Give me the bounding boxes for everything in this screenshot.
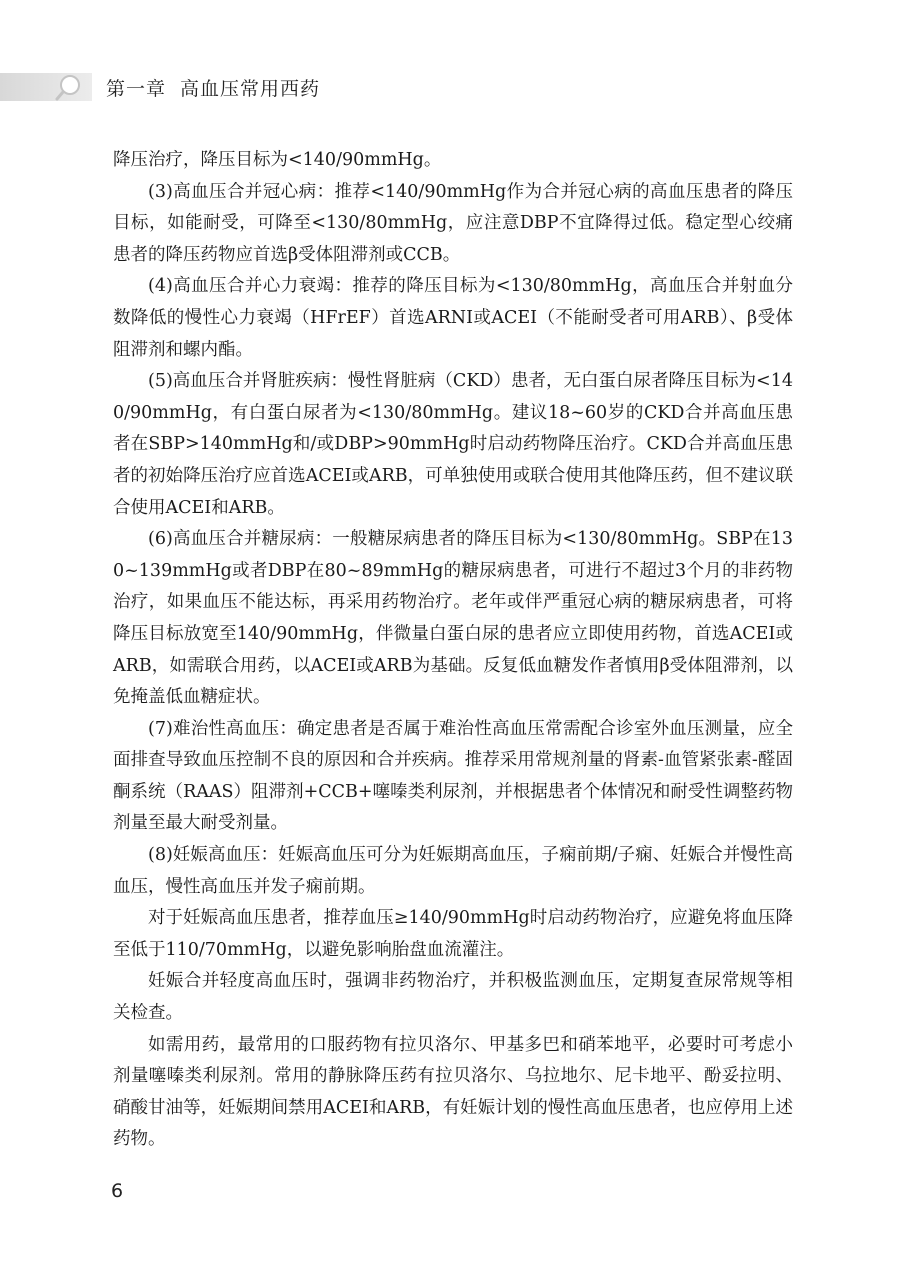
paragraph-continuation: 降压治疗，降压目标为<140/90mmHg。 (113, 150, 442, 170)
paragraph-hypertension-coronary: (3)高血压合并冠心病：推荐<140/90mmHg作为合并冠心病的高血压患者的降压目标，如能耐受，可降至<130/80mmHg，应注意DBP不宜降得过低。稳定型心绞痛患者的降压药物应首选β受体阻滞剂或CCB。 (113, 181, 793, 265)
paragraph-hypertension-heart-failure: (4)高血压合并心力衰竭：推荐的降压目标为<130/80mmHg，高血压合并射血分数降低的慢性心力衰竭（HFrEF）首选ARNI或ACEI（不能耐受者可用ARB）、β受体阻滞剂和螺内酯。 (113, 276, 793, 360)
paragraph-pregnancy-drugs: 如需用药，最常用的口服药物有拉贝洛尔、甲基多巴和硝苯地平，必要时可考虑小剂量噻嗪类利尿剂。常用的静脉降压药有拉贝洛尔、乌拉地尔、尼卡地平、酚妥拉明、硝酸甘油等，妊娠期间禁用ACEI和ARB，有妊娠计划的慢性高血压患者，也应停用上述药物。 (113, 1034, 793, 1150)
paragraph-pregnancy-mild: 妊娠合并轻度高血压时，强调非药物治疗，并积极监测血压，定期复查尿常规等相关检查。 (113, 971, 793, 1024)
running-header (106, 74, 320, 101)
paragraph-resistant-hypertension: (7)难治性高血压：确定患者是否属于难治性高血压常需配合诊室外血压测量，应全面排查导致血压控制不良的原因和合并疾病。推荐采用常规剂量的肾素-血管紧张素-醛固酮系统（RAAS）阻滞剂+CCB+噻嗪类利尿剂，并根据患者个体情况和耐受性调整药物剂量至最大耐受剂量。 (113, 718, 793, 834)
page-number: 6 (111, 1180, 124, 1202)
paragraph-hypertension-kidney: (5)高血压合并肾脏疾病：慢性肾脏病（CKD）患者，无白蛋白尿者降压目标为<140/90mmHg，有白蛋白尿者为<130/80mmHg。建议18~60岁的CKD合并高血压患者在SBP>140mmHg和/或DBP>90mmHg时启动药物降压治疗。CKD合并高血压患者的初始降压治疗应首选ACEI或ARB，可单独使用或联合使用其他降压药，但不建议联合使用ACEI和ARB。 (113, 371, 793, 518)
paragraph-hypertension-diabetes: (6)高血压合并糖尿病：一般糖尿病患者的降压目标为<130/80mmHg。SBP在130~139mmHg或者DBP在80~89mmHg的糖尿病患者，可进行不超过3个月的非药物治疗，如果血压不能达标，再采用药物治疗。老年或伴严重冠心病的糖尿病患者，可将降压目标放宽至140/90mmHg，伴微量白蛋白尿的患者应立即使用药物，首选ACEI或ARB，如需联合用药，以ACEI或ARB为基础。反复低血糖发作者慎用β受体阻滞剂，以免掩盖低血糖症状。 (113, 529, 793, 708)
paragraph-pregnancy-hypertension: (8)妊娠高血压：妊娠高血压可分为妊娠期高血压，子痫前期/子痫、妊娠合并慢性高血压，慢性高血压并发子痫前期。 (113, 845, 793, 897)
body-text (113, 145, 793, 1156)
chapter-title: 高血压常用西药 (180, 78, 321, 100)
magnifier-icon (50, 72, 90, 102)
paragraph-pregnancy-target: 对于妊娠高血压患者，推荐血压≥140/90mmHg时启动药物治疗，应避免将血压降至低于110/70mmHg，以避免影响胎盘血流灌注。 (113, 908, 793, 960)
chapter-label: 第一章 (106, 78, 167, 100)
